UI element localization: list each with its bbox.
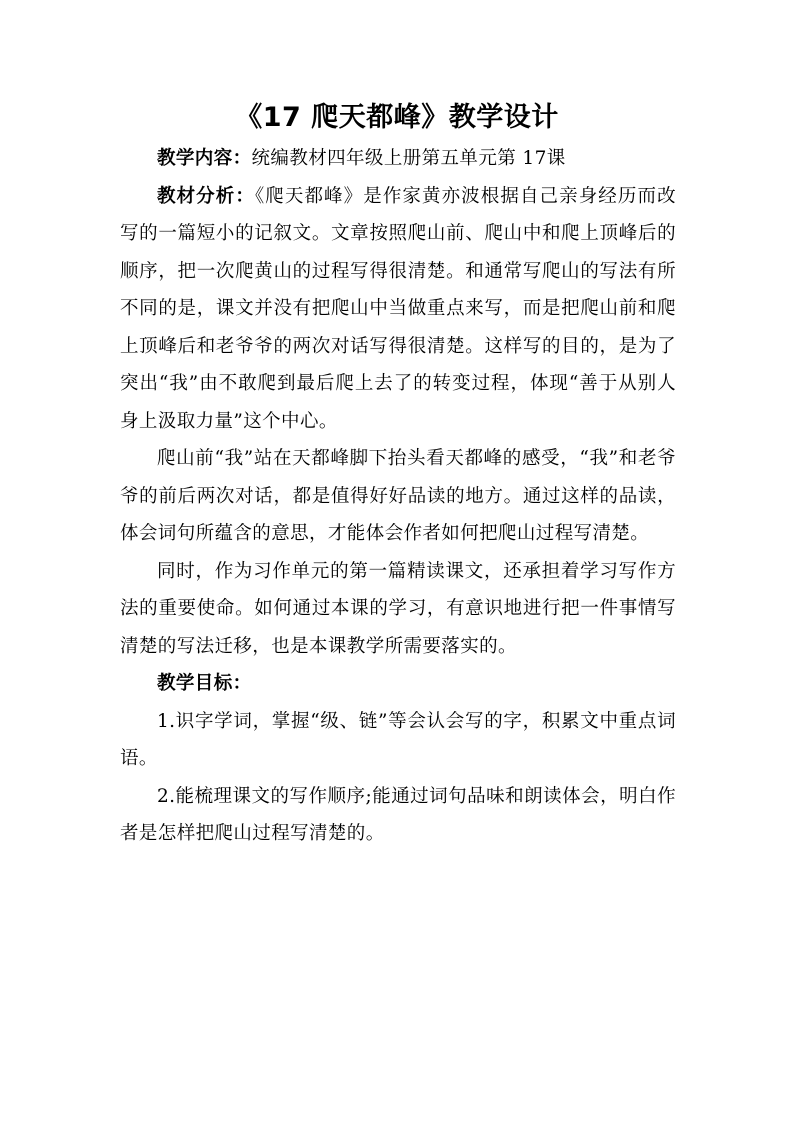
material-analysis-label: 教材分析： [157,185,255,207]
teaching-goal-1: 1.识字学词，掌握“级、链”等会认会写的字，积累文中重点词语。 [120,710,676,769]
teaching-content-label: 教学内容： [157,148,252,169]
teaching-content-text: 统编教材四年级上册第五单元第 17课 [251,148,566,169]
teaching-content-paragraph [120,140,676,178]
teaching-goals-heading: 教学目标： [157,673,252,694]
document-title: 《17 爬天都峰》教学设计 [235,102,559,133]
material-analysis-text: 《爬天都峰》是作家黄亦波根据自己亲身经历而改写的一篇短小的记叙文。文章按照爬山前、爬山中和爬上顶峰后的顺序，把一次爬黄山的过程写得很清楚。和通常写爬山的写法有所不同的是，课文并没有把爬山中当做重点来写，而是把爬山前和爬上顶峰后和老爷爷的两次对话写得很清楚。这样写的目的，是为了突出“我”由不敢爬到最后爬上去了的转变过程，体现“善于从别人身上汲取力量”这个中心。 [120,185,676,432]
material-analysis-paragraph [120,178,676,441]
teaching-goal-2: 2.能梳理课文的写作顺序;能通过词句品味和朗读体会，明白作者是怎样把爬山过程写清楚的。 [120,785,676,844]
body-paragraph-3: 同时，作为习作单元的第一篇精读课文，还承担着学习写作方法的重要使命。如何通过本课的学习，有意识地进行把一件事情写清楚的写法迁移，也是本课教学所需要落实的。 [120,560,676,657]
body-paragraph-2: 爬山前“我”站在天都峰脚下抬头看天都峰的感受，“我”和老爷爷的前后两次对话，都是值得好好品读的地方。通过这样的品读，体会词句所蕴含的意思，才能体会作者如何把爬山过程写清楚。 [120,448,676,544]
document-body [120,140,676,853]
